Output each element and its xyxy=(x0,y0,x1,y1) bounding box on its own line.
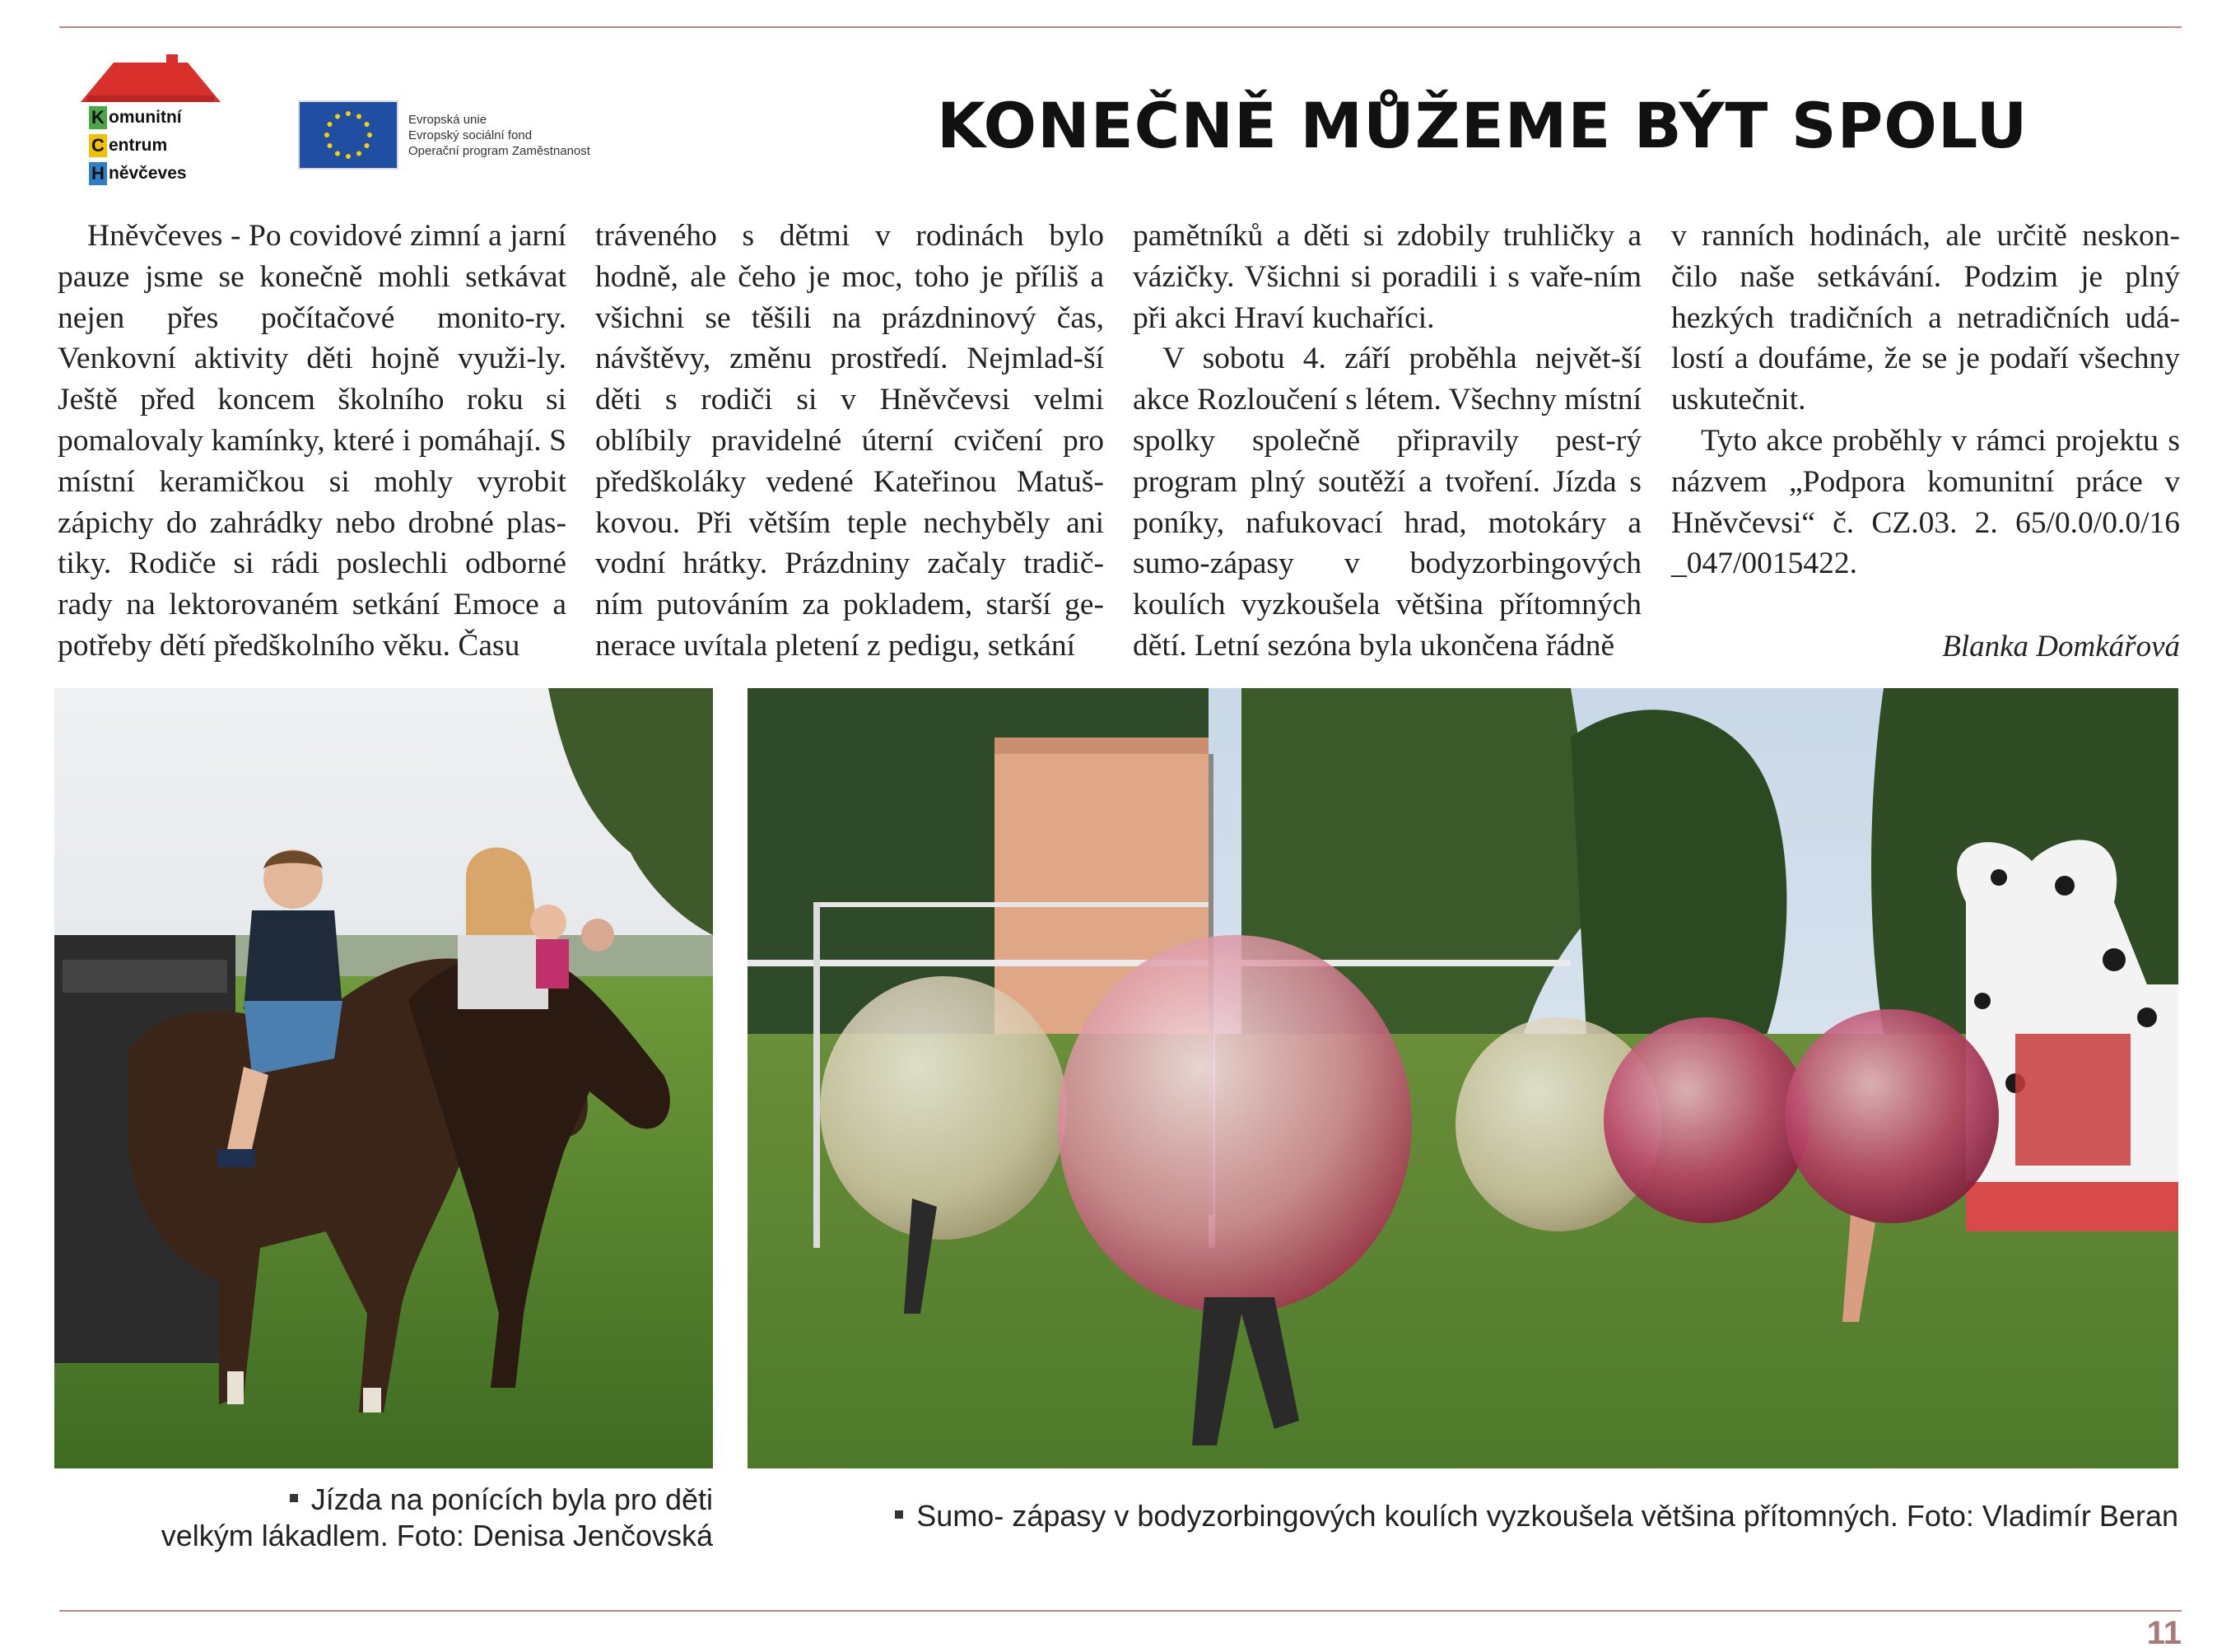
eu-star-icon xyxy=(346,111,351,116)
eu-logo xyxy=(298,100,590,170)
caption-text: Sumo- zápasy v bodyzorbingových koulích vyzkoušela většina přítomných. Foto: Vladimír Beran xyxy=(916,1499,2178,1533)
kch-word-2: entrum xyxy=(109,136,168,155)
kch-letter-h: H xyxy=(89,162,107,185)
paragraph: v ranních hodinách, ale určitě neskon-čilo naše setkávání. Podzim je plný hezkých tradičních a netradičních udá-lostí a doufáme, že se je podaří všechny uskutečnit. xyxy=(1671,219,2180,417)
caption-line-2: velkým lákadlem. Foto: Denisa Jenčovská xyxy=(161,1519,713,1552)
paragraph: pamětníků a děti si zdobily truhličky a vázičky. Všichni si poradili i s vaře-ním při akci Hraví kuchaříci. xyxy=(1133,219,1642,335)
caption-photo-ponies xyxy=(54,1482,713,1554)
paragraph: V sobotu 4. září proběhla největ-ší akce Rozloučení s létem. Všechny místní spolky společně připravily pest-rý program plný soutěží a tvoření. Jízda s poníky, nafukovací hrad, motokáry a sumo-zápasy v bodyzorbingových koulích vyzkoušela většina přítomných dětí. Letní sezóna byla ukončena řádně xyxy=(1133,342,1642,663)
paragraph: tráveného s dětmi v rodinách bylo hodně, ale čeho je moc, toho je příliš a všichni se těšili na prázdninový čas, návštěvy, změnu prostředí. Nejmlad-ší děti s rodiči si v Hněvčevsi velmi oblíbily pravidelné úterní cvičení pro předškoláky vedené Kateřinou Matuš-kovou. Při větším teple nechyběly ani vodní hrátky. Prázdniny začaly tradič-ním putováním za pokladem, starší ge-nerace uvítala pletení z pedigu, setkání xyxy=(595,219,1104,663)
eu-star-icon xyxy=(335,151,340,156)
eu-line-2: Evropský sociální fond xyxy=(408,128,533,142)
author: Blanka Domkářová xyxy=(1942,630,2180,663)
paragraph: Tyto akce proběhly v rámci projektu s názvem „Podpora komunitní práce v Hněvčevsi“ č. CZ.03. 2. 65/0.0/0.0/16 _047/0015422. xyxy=(1671,423,2180,581)
text-column-1 xyxy=(58,216,566,667)
kch-letter-k: K xyxy=(89,106,107,129)
eu-star-icon xyxy=(335,114,340,119)
eu-star-icon xyxy=(365,143,370,148)
top-rule xyxy=(59,26,2182,28)
kch-logo xyxy=(81,54,221,202)
house-roof-icon xyxy=(81,54,221,104)
eu-star-icon xyxy=(365,122,370,127)
eu-line-1: Evropská unie xyxy=(408,112,487,127)
photo-ponies xyxy=(54,688,713,1468)
paragraph: Hněvčeves - Po covidové zimní a jarní pauze jsme se konečně mohli setkávat nejen přes počítačové monito-ry. Venkovní aktivity děti hojně využi-ly. Ještě před koncem školního roku si pomalovaly kamínky, které i pomáhají. S místní keramičkou si mohly vyrobit zápichy do zahrádky nebo drobné plas-tiky. Rodiče si rádi poslechli odborné rady na lektorovaném setkání Emoce a potřeby dětí předškolního věku. Času xyxy=(58,219,566,663)
text-column-4 xyxy=(1671,216,2180,584)
kch-word-1: omunitní xyxy=(109,108,182,127)
text-column-3 xyxy=(1133,216,1642,667)
kch-letter-c: C xyxy=(89,134,107,157)
eu-star-icon xyxy=(367,133,372,137)
kch-word-3: něvčeves xyxy=(109,164,187,183)
bottom-rule xyxy=(59,1610,2182,1612)
eu-star-icon xyxy=(328,122,333,127)
bullet-icon xyxy=(290,1494,298,1502)
page-number: 11 xyxy=(2146,1615,2182,1651)
eu-flag-icon xyxy=(298,100,398,170)
bullet-icon xyxy=(895,1510,903,1519)
eu-star-icon xyxy=(356,151,361,156)
caption-line-1: Jízda na ponících byla pro děti xyxy=(310,1482,713,1516)
eu-line-3: Operační program Zaměstnanost xyxy=(408,143,590,158)
text-column-2 xyxy=(595,216,1104,667)
photo-bubble-football xyxy=(748,688,2178,1468)
caption-photo-bubble-football xyxy=(748,1498,2178,1534)
eu-star-icon xyxy=(346,154,351,159)
eu-star-icon xyxy=(324,133,329,137)
eu-star-icon xyxy=(328,143,333,148)
article-title: KONEČNĚ MŮŽEME BÝT SPOLU xyxy=(937,89,2028,162)
eu-star-icon xyxy=(356,114,361,119)
